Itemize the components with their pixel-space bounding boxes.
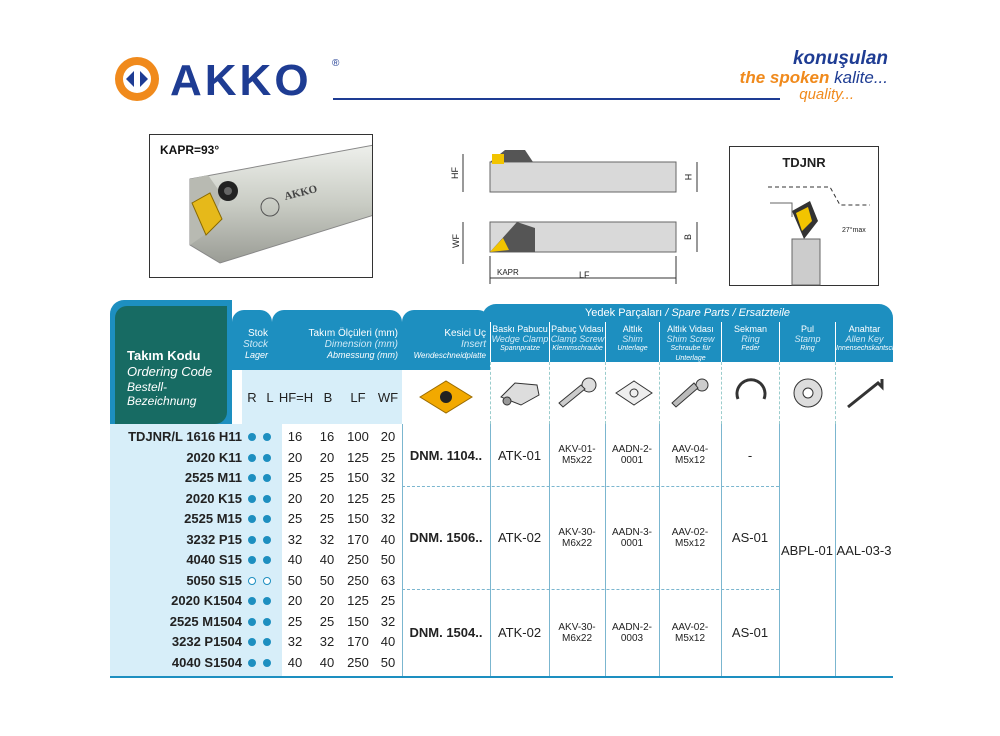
wf-value: 50 bbox=[380, 552, 396, 567]
shim-code: AADN-2-0001 bbox=[611, 444, 652, 466]
lf-value: 250 bbox=[347, 654, 369, 670]
ordering-code: 3232 P1504 bbox=[171, 634, 242, 649]
ordering-code: 4040 S15 bbox=[186, 552, 242, 567]
wf-value: 25 bbox=[380, 449, 396, 465]
slogan-line2-bold: the spoken bbox=[739, 68, 830, 87]
wf-value: 32 bbox=[380, 613, 396, 629]
col-b: B bbox=[323, 389, 333, 405]
wf-value: 50 bbox=[380, 654, 396, 670]
stock-de: Lager bbox=[244, 350, 268, 360]
spare-head-allen-key bbox=[835, 322, 914, 362]
b-value: 16 bbox=[319, 429, 335, 444]
ordering-code: 2525 M11 bbox=[184, 470, 242, 485]
stock-r-dot bbox=[248, 433, 256, 441]
lf-value: 250 bbox=[347, 552, 369, 567]
spare-head-de: Spannpratze bbox=[500, 345, 540, 352]
shim-screw-code: AAV-02-M5x12 bbox=[671, 526, 709, 549]
shim-screw-code: AAV-02-M5x12 bbox=[671, 621, 709, 644]
shim-screw-code: AAV-04-M5x12 bbox=[671, 444, 709, 466]
table-row bbox=[110, 449, 402, 467]
hf-value: 25 bbox=[287, 613, 303, 629]
hf-col bbox=[278, 370, 314, 424]
lf-label: LF bbox=[579, 270, 590, 280]
ring-code: - bbox=[747, 447, 753, 463]
wf-col bbox=[374, 370, 402, 424]
hf-value: 40 bbox=[287, 654, 303, 670]
spare-head-shim bbox=[605, 322, 659, 362]
b-value: 40 bbox=[319, 552, 335, 567]
shim-icon bbox=[605, 362, 659, 424]
slogan-line2 bbox=[740, 68, 888, 88]
insert-image bbox=[402, 370, 490, 424]
ordering-code: TDJNR/L 1616 H11 bbox=[128, 429, 242, 444]
stock-l-col bbox=[262, 370, 278, 424]
ordering-code: 2020 K11 bbox=[186, 449, 242, 465]
spare-parts-tr: Yedek Parçaları bbox=[584, 307, 663, 319]
wf-value: 25 bbox=[380, 490, 396, 506]
clamp-screw-icon bbox=[549, 362, 605, 424]
column-divider bbox=[779, 424, 780, 676]
header-rule bbox=[333, 98, 780, 100]
spare-head-tr: Pul bbox=[800, 324, 814, 334]
stock-l-dot bbox=[263, 515, 271, 523]
tdjnr-detail bbox=[729, 146, 879, 286]
stamp-icon bbox=[779, 362, 835, 424]
stock-l-dot bbox=[263, 659, 271, 667]
b-value: 20 bbox=[319, 449, 335, 465]
dims-de: Abmessung (mm) bbox=[326, 350, 398, 360]
b-value: 20 bbox=[319, 593, 335, 608]
allen-key-code: AAL-03-3 bbox=[836, 542, 892, 558]
wf-value: 40 bbox=[380, 531, 396, 547]
lf-value: 100 bbox=[347, 429, 369, 444]
table-row bbox=[110, 510, 402, 528]
hf-value: 32 bbox=[287, 634, 303, 649]
col-wf: WF bbox=[377, 389, 399, 405]
table-row bbox=[110, 613, 402, 631]
stock-r-dot bbox=[248, 454, 256, 462]
insert-code: DNM. 1506.. bbox=[409, 530, 483, 545]
table-row bbox=[110, 633, 402, 651]
ordering-code: 2020 K15 bbox=[185, 490, 242, 506]
stamp-code: ABPL-01 bbox=[780, 542, 834, 558]
hf-value: 25 bbox=[287, 511, 303, 526]
kapr-label: KAPR=93° bbox=[160, 143, 220, 157]
clamp-screw-code: AKV-30-M6x22 bbox=[558, 526, 596, 549]
insert-code: DNM. 1104.. bbox=[409, 447, 483, 463]
code-en: Ordering Code bbox=[127, 364, 213, 379]
col-lf: LF bbox=[350, 389, 366, 405]
wf-value: 63 bbox=[380, 572, 396, 588]
column-divider bbox=[605, 424, 606, 676]
ordering-code: 2525 M15 bbox=[184, 511, 242, 526]
insert-code: DNM. 1504.. bbox=[409, 625, 483, 640]
spare-head-tr: Altlık bbox=[622, 324, 643, 334]
stock-r-dot bbox=[248, 597, 256, 605]
shim-code: AADN-2-0003 bbox=[611, 621, 652, 644]
hf-label: HF bbox=[450, 167, 460, 179]
stock-r-dot bbox=[248, 556, 256, 564]
column-divider bbox=[549, 424, 550, 676]
allen-key-icon bbox=[835, 362, 893, 424]
stock-l-dot bbox=[263, 597, 271, 605]
slogan-line1: konuşulan bbox=[792, 48, 888, 69]
stock-l-dot bbox=[263, 474, 271, 482]
brand-name: AKKO bbox=[170, 56, 312, 105]
stock-l-dot bbox=[263, 577, 271, 585]
insert-header bbox=[402, 310, 490, 370]
wedge-clamp-code: ATK-02 bbox=[497, 625, 542, 640]
table-bottom-rule bbox=[110, 676, 893, 678]
stock-r-dot bbox=[248, 638, 256, 646]
code-tr: Takım Kodu bbox=[127, 348, 201, 363]
column-divider bbox=[721, 424, 722, 676]
table-row bbox=[110, 490, 402, 508]
wf-value: 25 bbox=[380, 593, 396, 608]
stock-en: Stock bbox=[242, 339, 268, 350]
code-header bbox=[115, 306, 227, 424]
stock-l-dot bbox=[263, 495, 271, 503]
wf-value: 32 bbox=[380, 511, 396, 526]
table-row bbox=[110, 551, 402, 569]
wedge-clamp-icon bbox=[490, 362, 549, 424]
b-value: 20 bbox=[319, 490, 335, 506]
tdjnr-title: TDJNR bbox=[782, 155, 826, 170]
lf-value: 150 bbox=[347, 470, 369, 485]
kapr-dim-label: KAPR bbox=[497, 268, 519, 277]
ring-icon bbox=[721, 362, 779, 424]
table-row bbox=[110, 531, 402, 549]
code-de: Bestell-Bezeichnung bbox=[127, 380, 197, 408]
spare-head-tr: Pabuç Vidası bbox=[551, 324, 604, 334]
stock-r-col bbox=[242, 370, 262, 424]
stock-l-dot bbox=[263, 556, 271, 564]
lf-value: 125 bbox=[347, 593, 369, 608]
dims-header bbox=[272, 310, 402, 370]
spare-head-en: Shim Screw bbox=[666, 333, 715, 344]
spare-parts-header: Yedek Parçaları / Spare Parts / Ersatzteile bbox=[482, 304, 893, 322]
ordering-code: 4040 S1504 bbox=[171, 654, 242, 670]
wedge-clamp-code: ATK-01 bbox=[497, 447, 542, 463]
spare-parts-en: Spare Parts bbox=[671, 307, 730, 319]
shim-screw-icon bbox=[659, 362, 721, 424]
spare-head-stamp bbox=[779, 322, 835, 362]
lf-value: 170 bbox=[347, 531, 369, 547]
column-divider bbox=[490, 424, 491, 676]
b-col bbox=[314, 370, 342, 424]
stock-r-dot bbox=[248, 536, 256, 544]
stock-l-dot bbox=[263, 618, 271, 626]
clamp-screw-code: AKV-30-M6x22 bbox=[558, 621, 596, 644]
b-value: 25 bbox=[319, 470, 335, 485]
ordering-code: 3232 P15 bbox=[186, 531, 242, 547]
slogan-line3: quality... bbox=[799, 86, 854, 103]
spare-head-wedge-clamp bbox=[490, 322, 549, 362]
product-table bbox=[107, 292, 914, 682]
spare-head-de: Schraube für Unterlage bbox=[670, 345, 711, 362]
stock-header bbox=[232, 310, 272, 370]
lf-value: 150 bbox=[347, 613, 369, 629]
column-divider bbox=[835, 424, 836, 676]
table-row bbox=[110, 469, 402, 487]
hf-value: 16 bbox=[287, 429, 303, 444]
ordering-code: 5050 S15 bbox=[186, 572, 242, 588]
spare-head-de: Ring bbox=[800, 345, 815, 352]
insert-de: Wendeschneidplatte bbox=[413, 351, 486, 360]
stock-r-dot bbox=[248, 577, 256, 585]
wf-value: 40 bbox=[380, 634, 396, 649]
hf-value: 25 bbox=[287, 470, 303, 485]
spare-head-de: Innensechskantschlüssel bbox=[836, 345, 914, 352]
spare-parts-de: Ersatzteile bbox=[738, 307, 791, 319]
spare-head-shim-screw bbox=[659, 322, 721, 362]
col-r: R bbox=[247, 389, 257, 405]
ring-code: AS-01 bbox=[731, 530, 769, 545]
wedge-clamp-code: ATK-02 bbox=[497, 530, 542, 545]
spare-head-clamp-screw bbox=[549, 322, 605, 362]
table-row bbox=[110, 654, 402, 672]
col-hf: HF=H bbox=[278, 389, 314, 405]
hf-value: 20 bbox=[287, 490, 303, 506]
lf-value: 125 bbox=[347, 490, 369, 506]
stock-l-dot bbox=[263, 638, 271, 646]
table-row bbox=[110, 428, 402, 446]
wf-label: WF bbox=[451, 234, 461, 248]
spare-head-en: Allen Key bbox=[845, 333, 884, 344]
stock-r-dot bbox=[248, 474, 256, 482]
spare-head-en: Stamp bbox=[794, 333, 821, 344]
stock-r-dot bbox=[248, 515, 256, 523]
insert-tr: Kesici Uç bbox=[444, 328, 486, 339]
lf-value: 125 bbox=[347, 449, 369, 465]
spare-head-tr: Baskı Pabucu bbox=[492, 324, 548, 334]
spare-head-tr: Altlık Vidası bbox=[667, 324, 714, 334]
table-row bbox=[110, 592, 402, 610]
spare-head-tr: Sekman bbox=[733, 324, 768, 334]
b-value: 32 bbox=[319, 634, 335, 649]
stock-tr: Stok bbox=[247, 328, 268, 339]
lf-col bbox=[342, 370, 374, 424]
stock-l-dot bbox=[263, 433, 271, 441]
shim-code: AADN-3-0001 bbox=[611, 526, 652, 549]
col-l: L bbox=[266, 389, 274, 405]
hf-value: 40 bbox=[287, 552, 303, 567]
lf-value: 150 bbox=[347, 511, 369, 526]
spare-head-de: Unterlage bbox=[617, 345, 648, 352]
b-value: 50 bbox=[319, 572, 335, 588]
b-value: 32 bbox=[319, 531, 335, 547]
spare-head-de: Feder bbox=[741, 345, 760, 352]
clamp-screw-code: AKV-01-M5x22 bbox=[558, 444, 596, 466]
spare-head-en: Ring bbox=[741, 333, 760, 344]
hf-value: 32 bbox=[287, 531, 303, 547]
dimension-schematic bbox=[445, 138, 715, 288]
ordering-code: 2525 M1504 bbox=[169, 613, 242, 629]
dims-tr: Takım Ölçüleri (mm) bbox=[308, 328, 398, 339]
angle-label: 27°max bbox=[842, 227, 866, 234]
spare-head-en: Clamp Screw bbox=[550, 333, 605, 344]
product-photo bbox=[149, 134, 373, 278]
stock-r-dot bbox=[248, 659, 256, 667]
wf-value: 32 bbox=[380, 470, 396, 485]
h-label: H bbox=[683, 173, 694, 181]
column-divider bbox=[659, 424, 660, 676]
hf-value: 50 bbox=[287, 572, 303, 588]
stock-r-dot bbox=[248, 618, 256, 626]
slogan-line2-rest: kalite... bbox=[829, 68, 888, 87]
b-value: 25 bbox=[319, 511, 335, 526]
stock-r-dot bbox=[248, 495, 256, 503]
stock-l-dot bbox=[263, 536, 271, 544]
dims-en: Dimension (mm) bbox=[324, 339, 398, 350]
lf-value: 170 bbox=[347, 634, 369, 649]
ring-code: AS-01 bbox=[731, 625, 769, 640]
spare-head-en: Shim bbox=[622, 333, 643, 344]
spare-head-tr: Anahtar bbox=[848, 324, 881, 334]
ordering-code: 2020 K1504 bbox=[171, 593, 242, 608]
insert-en: Insert bbox=[460, 339, 486, 350]
engraving-text: AKKO bbox=[283, 183, 319, 203]
column-divider bbox=[402, 424, 403, 676]
b-label: B bbox=[683, 233, 694, 241]
spare-head-en: Wedge Clamp bbox=[491, 333, 549, 344]
table-row bbox=[110, 572, 402, 590]
wf-value: 20 bbox=[380, 429, 396, 444]
spare-head-de: Klemmschraube bbox=[552, 345, 603, 352]
stock-l-dot bbox=[263, 454, 271, 462]
b-value: 25 bbox=[319, 613, 335, 629]
registered-mark: ® bbox=[332, 58, 340, 69]
lf-value: 250 bbox=[347, 572, 369, 588]
hf-value: 20 bbox=[287, 449, 303, 465]
b-value: 40 bbox=[319, 654, 335, 670]
spare-head-ring bbox=[721, 322, 779, 362]
hf-value: 20 bbox=[287, 593, 303, 608]
